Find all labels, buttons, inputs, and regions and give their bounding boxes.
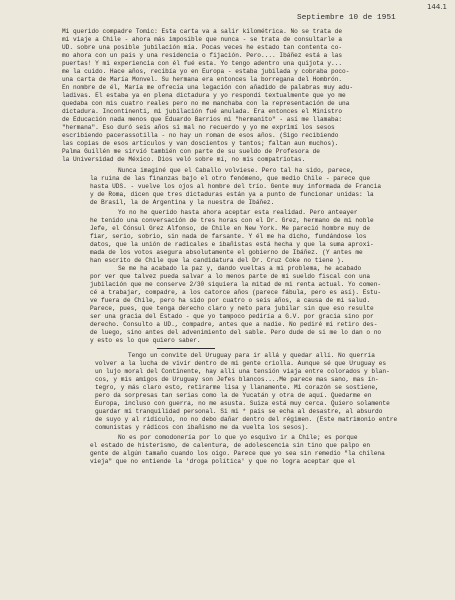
text-line: las copias de esos artículos y van doscientos y tantos; faltan aun muchos). bbox=[62, 140, 339, 147]
text-line: mi viaje a Chile - ahora más imposible que nunca - se trata de consultarle a bbox=[62, 36, 343, 43]
text-line: Jefe, el Cónsul Grez Alfonso, de Chile en New York. Me pareció hombre muy de bbox=[90, 225, 371, 233]
text-line: Tengo un convite del Uruguay para ir allá y quedar allí. No querría bbox=[128, 351, 375, 359]
paragraph-1 bbox=[62, 28, 437, 164]
text-line: gente de algún tamaño cuando los oigo. Parece que yo sea sin remedio "la chilena bbox=[90, 450, 385, 458]
text-line: y esto es lo que quiero saber. bbox=[90, 337, 201, 345]
text-line: volver a la lucha de vivir dentro de mi gente criolla. Aunque sé que Uruguay es bbox=[95, 359, 387, 367]
text-line: No es por comodonería por lo que yo esquivo ir a Chile; es porque bbox=[118, 434, 358, 442]
text-line: me la cuido. Hace años, recibía yo en Europa - estaba jubilada y cobraba poco- bbox=[62, 68, 350, 75]
text-line: la Universidad de México. Dios veló sobre mí, no mis compatriotas. bbox=[62, 156, 306, 163]
text-line: Yo no he querido hasta ahora aceptar esta realidad. Pero anteayer bbox=[118, 209, 358, 217]
text-line: Se me ha acabado la paz y, dando vueltas a mi problema, he acabado bbox=[118, 265, 362, 273]
text-line: jubilación que me conserve 2/30 siquiera la mitad de mi renta actual. Yo comen- bbox=[90, 281, 382, 289]
letter-body bbox=[62, 28, 437, 469]
text-line: por ver que talvez pueda salvar a lo menos parte de mi sueldo fiscal con una bbox=[90, 273, 371, 281]
text-line: mada de los votos asegura absolutamente el gobierno de Ibáñez. (Y antes me bbox=[90, 249, 363, 257]
text-line: dictadura. Incontinenti, mi jubilación fué anulada. Era entonces el Ministro bbox=[62, 108, 343, 115]
text-line: de Educación nada menos que Eduardo Barrios mi "hermanito" - así me llamaba: bbox=[62, 116, 343, 123]
text-line: En nombre de él, María me ofrecía una legación con añadido de palabras muy adu- bbox=[62, 84, 354, 91]
text-line: escribiendo pacerassotilla - no hay un roman de esos años. (Sigo recibiendo bbox=[62, 132, 339, 139]
text-line: vieja" que no entiende la 'droga política' y que no logra aceptar que el bbox=[90, 458, 356, 466]
text-line: "hermana". Eso duró seis años si mal no recuerdo y yo me exprimí los sesos bbox=[62, 124, 335, 131]
text-line: Parece, pues, que tenga derecho claro y neto para jubilar sin que eso resulte bbox=[90, 305, 374, 313]
text-line: datos, que la unión de radicales e ibañistas está hecha y que la suma aproxi- bbox=[90, 241, 374, 249]
text-line: comunistas y rádicos con ibañismo me da vuelta los sesos). bbox=[95, 423, 309, 431]
text-line: de luego, sino antes del advenimiento del sable. Pero dude de si me lo dan o no bbox=[90, 329, 382, 337]
letter-date: Septiembre 10 de 1951 bbox=[297, 14, 396, 22]
text-line: el estado de histerismo, de calentura, de adolescencia sin tino que palpo en bbox=[90, 442, 371, 450]
text-line: he tenido una conversación de tres horas con el Dr. Grez, hermano de mi noble bbox=[90, 217, 374, 225]
text-line: puertas! Y mi experiencia con él fué esta. Yo tengo adentro una quijota y... bbox=[62, 60, 343, 67]
text-line: ve fuera de Chile, pero ha sido por cuatro o seis años, a causa de mi salud. bbox=[90, 297, 371, 305]
text-line: de suyo y al ridículo, no no debo dañar dentro del régimen. (Este matrimonio entre bbox=[95, 415, 398, 423]
text-line: una carta de María Monvel. Su hermana era entonces la borregana del Hombrón. bbox=[62, 76, 343, 83]
text-line: guardar mi tranquilidad personal. Si mi * país se echa al desastre, al absurdo bbox=[95, 407, 383, 415]
text-line: tegro, y más claro esto, retirarme lisa y llanamente. Mi corazón se sostiene, bbox=[95, 383, 379, 391]
text-line: pero da sorpresas tan serias como la de Yucatán y otra de aquí. Quedarme en bbox=[95, 391, 372, 399]
paragraph-2 bbox=[62, 167, 437, 207]
text-line: ser una gracia del Estado - que yo tampoco pediría a G.V. por gracia sino por bbox=[90, 313, 374, 321]
text-line: derecho. Consulto a UD., compadre, antes que a nadie. No pediré mi retiro des- bbox=[90, 321, 378, 329]
text-line: han escrito de Chile que la candidatura del Dr. Cruz Coke no tiene ). bbox=[90, 257, 345, 265]
text-line: Nunca imaginé que el Caballo volviese. Pero tal ha sido, parece, bbox=[118, 166, 354, 174]
text-line: quedaba con mis cuatro reales pero no me manchaba con la representación de una bbox=[62, 100, 350, 107]
text-line: un lujo moral del Continente, hay allí una tensión viaja entre colorados y blan- bbox=[95, 367, 390, 375]
paragraph-5 bbox=[62, 434, 437, 466]
text-line: y de Roma, dicen que tres dictaduras están ya a punto de funcionar unidas: la bbox=[90, 190, 374, 198]
text-line: UD. sobre una posible jubilación mía. Pocas veces he estado tan contenta co- bbox=[62, 44, 343, 51]
text-line: la ruina de las finanzas bajo el otro fenómeno, que medio Chile - parece que bbox=[90, 174, 371, 182]
text-line: cos, y mis amigos de Uruguay son Jefes blancos....Me parece mas sano, mas ín- bbox=[95, 375, 379, 383]
text-line: ladivas. El estaba ya en plena dictadura y yo respondí textualmente que yo me bbox=[62, 92, 346, 99]
section-divider bbox=[157, 348, 215, 349]
text-line: fiar, serio, sobrio, sin nada de farsante. Y él me ha dicho, fundándose los bbox=[90, 233, 367, 241]
text-line: Mi querido compadre Tomic: Esta carta va a salir kilométrica. No se trata de bbox=[62, 28, 343, 35]
paragraph-4 bbox=[62, 352, 437, 432]
text-line: Europa, incluso con guerra, no me asusta. Suiza está muy cerca. Quiero solamente bbox=[95, 399, 390, 407]
text-line: de Brasil, la de Argentina y la nuestra de Ibáñez. bbox=[90, 198, 275, 206]
text-line: hasta UDS. - vuelve los ojos al hombre del trío. Gente muy informada de Francia bbox=[90, 182, 382, 190]
archive-reference-number: 144.1 bbox=[426, 3, 447, 11]
paragraph-3 bbox=[62, 209, 437, 345]
text-line: mo ahora con un país y una residencia o fijación. Pero.... Ibáñez está a las bbox=[62, 52, 343, 59]
text-line: cé a trabajar, compadre, a los catorce años (parece fábula, pero es así). Estu- bbox=[90, 289, 382, 297]
text-line: Palma Guillén me sirvió también con parte de su sueldo de Profesora de bbox=[62, 148, 320, 155]
